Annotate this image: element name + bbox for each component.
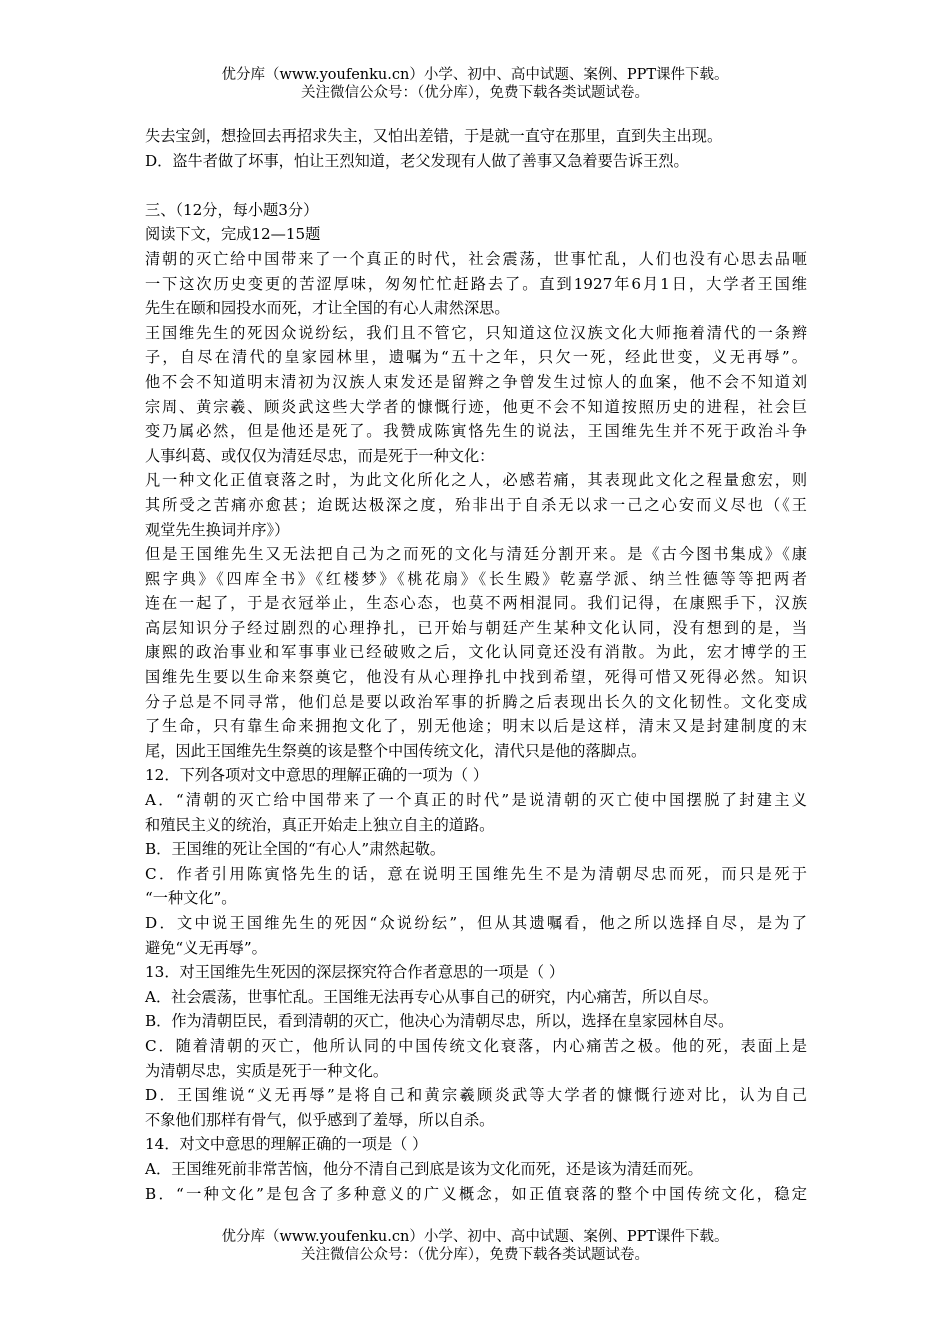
text-line: 三、（12分，每小题3分） [145, 200, 319, 219]
text-line: 先生在颐和园投水而死，才让全国的有心人肃然深思。 [145, 299, 510, 318]
text-line: 为清朝尽忠，实质是死于一种文化。 [145, 1061, 388, 1080]
text-line: 13．对王国维先生死因的深层探究符合作者意思的一项是（ ） [145, 963, 565, 982]
text-line: A．王国维死前非常苦恼，他分不清自己到底是该为文化而死，还是该为清廷而死。 [145, 1159, 703, 1178]
text-line: B．“一种文化”是包含了多种意义的广义概念，如正值衰落的整个中国传统文化，稳定 [145, 1184, 807, 1203]
text-line: 其所受之苦痛亦愈甚；迨既达极深之度，殆非出于自杀无以求一己之心安而义尽也（《王 [145, 495, 807, 514]
text-line: 凡一种文化正值衰落之时，为此文化所化之人，必感若痛，其表现此文化之程量愈宏，则 [145, 471, 807, 490]
text-line: D．盗牛者做了坏事，怕让王烈知道，老父发现有人做了善事又急着要告诉王烈。 [145, 151, 689, 170]
text-line: 失去宝剑，想捡回去再招求失主，又怕出差错，于是就一直守在那里，直到失主出现。 [145, 127, 723, 145]
text-line: 尾，因此王国维先生祭奠的该是整个中国传统文化，清代只是他的落脚点。 [145, 741, 647, 760]
text-line: 阅读下文，完成12—15题 [145, 225, 321, 244]
text-line: 国维先生要以生命来祭奠它，他没有从心理挣扎中找到希望，死得可惜又死得必然。知识 [145, 668, 807, 687]
text-line: A．社会震荡，世事忙乱。王国维无法再专心从事自己的研究，内心痛苦，所以自尽。 [145, 987, 718, 1006]
text-line: “一种文化”。 [145, 889, 237, 908]
text-line: 宗周、黄宗羲、顾炎武这些大学者的慷慨行迹，他更不会不知道按照历史的进程，社会巨 [145, 397, 807, 416]
text-line: 清朝的灭亡给中国带来了一个真正的时代，社会震荡，世事忙乱，人们也没有心思去品咂 [145, 249, 807, 268]
text-line: 和殖民主义的统治，真正开始走上独立自主的道路。 [145, 815, 495, 834]
footer-line-2: 关注微信公众号：（优分库），免费下载各类试题试卷。 [301, 1247, 649, 1263]
text-line: C．随着清朝的灭亡，他所认同的中国传统文化衰落，内心痛苦之极。他的死，表面上是 [145, 1036, 807, 1055]
text-line: 变乃属必然，但是他还是死了。我赞成陈寅恪先生的说法，王国维先生并不死于政治斗争 [145, 422, 807, 441]
text-line: 了生命，只有靠生命来拥抱文化了，别无他途；明末以后是这样，清末又是封建制度的末 [145, 717, 807, 736]
text-line: 但是王国维先生又无法把自己为之而死的文化与清廷分割开来。是《古今图书集成》《康 [145, 545, 807, 564]
text-line: 人事纠葛、或仅仅为清廷尽忠，而是死于一种文化： [145, 446, 495, 465]
text-line: 分子总是不同寻常，他们总是要以政治军事的折腾之后表现出长久的文化韧性。文化变成 [145, 692, 807, 711]
document-body [145, 124, 807, 1206]
text-line: 12．下列各项对文中意思的理解正确的一项为（ ） [145, 766, 489, 785]
text-line: 高层知识分子经过剧烈的心理挣扎，已开始与朝廷产生某种文化认同，没有想到的是，当 [145, 618, 807, 637]
text-line: 避免“义无再辱”。 [145, 938, 267, 957]
text-line: B．作为清朝臣民，看到清朝的灭亡，他决心为清朝尽忠，所以，选择在皇家园林自尽。 [145, 1012, 734, 1031]
header-line-1: 优分库（www.youfenku.cn）小学、初中、高中试题、案例、PPT课件下载。 [221, 67, 729, 83]
header-line-2: 关注微信公众号：（优分库），免费下载各类试题试卷。 [301, 85, 649, 101]
page-footer [0, 1228, 950, 1264]
text-line: 子，自尽在清代的皇家园林里，遗嘱为“五十之年，只欠一死，经此世变，义无再辱”。 [145, 348, 807, 367]
text-line: 王国维先生的死因众说纷纭，我们且不管它，只知道这位汉族文化大师拖着清代的一条辫 [145, 323, 807, 342]
text-line: 不象他们那样有骨气，似乎感到了羞辱，所以自杀。 [145, 1110, 495, 1129]
text-line: 14．对文中意思的理解正确的一项是（ ） [145, 1135, 428, 1154]
text-line: 连在一起了，于是衣冠举止，生态心态，也莫不两相混同。我们记得，在康熙手下，汉族 [145, 594, 807, 613]
text-line: D．王国维说“义无再辱”是将自己和黄宗羲顾炎武等大学者的慷慨行迹对比，认为自己 [145, 1086, 807, 1105]
text-line: B．王国维的死让全国的“有心人”肃然起敬。 [145, 840, 446, 859]
text-line: 康熙的政治事业和军事事业已经破败之后，文化认同竟还没有消散。为此，宏才博学的王 [145, 643, 807, 662]
text-line: 他不会不知道明末清初为汉族人束发还是留辫之争曾发生过惊人的血案，他不会不知道刘 [145, 372, 807, 391]
page-header [0, 66, 950, 102]
text-line: 一下这次历史变更的苦涩厚味，匆匆忙忙赶路去了。直到1927年6月1日，大学者王国维 [145, 274, 807, 293]
text-line: D．文中说王国维先生的死因“众说纷纭”，但从其遗嘱看，他之所以选择自尽，是为了 [145, 914, 807, 932]
text-line: 观堂先生换词并序》） [145, 520, 290, 539]
footer-line-1: 优分库（www.youfenku.cn）小学、初中、高中试题、案例、PPT课件下载。 [221, 1229, 729, 1245]
text-line: 熙字典》《四库全书》《红楼梦》《桃花扇》《长生殿》乾嘉学派、纳兰性德等等把两者 [145, 569, 807, 588]
paragraph-gap [145, 173, 807, 198]
text-line: A．“清朝的灭亡给中国带来了一个真正的时代”是说清朝的灭亡使中国摆脱了封建主义 [145, 791, 807, 810]
text-line: C．作者引用陈寅恪先生的话，意在说明王国维先生不是为清朝尽忠而死，而只是死于 [145, 864, 807, 883]
